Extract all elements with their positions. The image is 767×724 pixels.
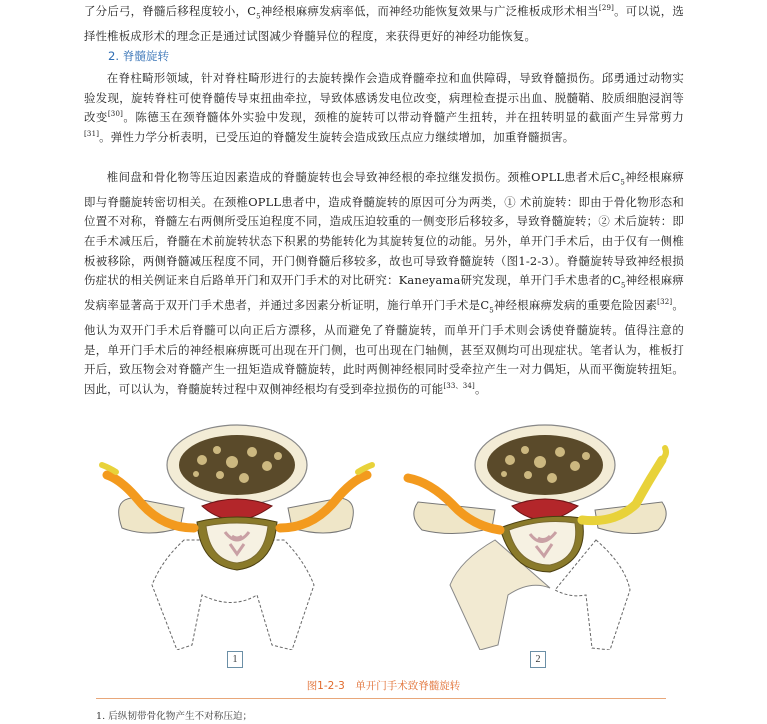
section-heading: 2. 脊髓旋转: [108, 49, 170, 63]
citation-31: [31]: [84, 129, 100, 138]
right-nerve-root-tip: [662, 448, 666, 460]
right-nerve-root-inner: [358, 465, 372, 472]
citation-29: [29]: [598, 4, 615, 13]
paragraph-top: 了分后弓，脊髓后移程度较小，$C_5$神经根麻痹发病率低，而神经功能恢复效果与广泛椎板成形术相当[29]。可以说，选择性椎板成形术的理念正是通过试图减少脊髓异位的程度，来获得更好的神经功能恢复。: [84, 4, 685, 43]
paragraph-opll-rotation: 椎间盘和骨化物等压迫因素造成的脊髓旋转也会导致神经根的牵拉继发损伤。颈椎OPLL患者术后$C_5$神经根麻痹即与脊髓旋转密切相关。在颈椎OPLL患者中，造成脊髓旋转的原因可分为两类，① 术前旋转：即由于骨化物形态和位置不对称，脊髓左右两侧所受压迫程度不同，造成压迫较重的一侧变形后移较多，导致脊髓旋转；② 术后旋转：即在手术减压后，脊髓在术前旋转状态下积累的势能转化为其旋转复位的动能。另外，单开门手术后，由于仅有一侧椎板被移除，两侧脊髓减压程度不同，开门侧脊髓后移较多，故也可导致脊髓旋转（图1-2-3）。脊髓旋转导致神经根损伤症状的相关例证来自后路单开门和双开门手术的对比研究：Kaneyama研究发现，单开门手术患者的$C_5$神经根麻痹发病率显著高于双开门手术患者，并通过多因素分析证明，施行单开门手术是$C_5$神经根麻痹发病的重要危险因素[32]。他认为双开门手术后脊髓可以向正后方漂移，从而避免了脊髓旋转，而单开门手术则会诱使脊髓旋转。值得注意的是，单开门手术后的神经根麻痹既可出现在开门侧，也可出现在门轴侧，甚至双侧均可出现症状。笔者认为，椎板打开后，致压物会对脊髓产生一扭矩造成脊髓旋转，此时两侧神经根同时受牵拉产生一对力偶矩，从而平衡旋转扭矩。因此，可以认为，脊髓旋转过程中双侧神经根均有受到牵拉损伤的可能[33、34]。: [84, 170, 685, 396]
figure-panel-2: [400, 420, 690, 650]
figure-caption: 图1-2-3 单开门手术致脊髓旋转: [306, 680, 461, 692]
footnote: 1. 后纵韧带骨化物产生不对称压迫；: [96, 711, 253, 722]
citation-30: [30]: [107, 110, 124, 119]
figure-panel-1: [92, 420, 382, 650]
citation-33-34: [33、34]: [443, 381, 475, 390]
paragraph-spinal-rotation: 在脊柱畸形领域，针对脊柱畸形进行的去旋转操作会造成脊髓牵拉和血供障碍，导致脊髓损伤。邱勇通过动物实验发现，旋转脊柱可使脊髓传导束扭曲牵拉，导致体感诱发电位改变，病理检查提示出血、脱髓鞘、胶质细胞浸润等改变[30]。陈德玉在颈脊髓体外实验中发现，颈椎的旋转可以带动脊髓产生扭转，并在扭转明显的截面产生异常剪力[31]。弹性力学分析表明，已受压迫的脊髓发生旋转会造成致压点应力继续增加，加重脊髓损害。: [84, 71, 684, 144]
caption-divider: [96, 698, 666, 699]
left-nerve-root-inner: [102, 465, 116, 472]
citation-32: [32]: [657, 298, 673, 307]
figure-panel-2-label: 2: [530, 651, 546, 668]
figure-panel-1-label: 1: [227, 651, 243, 668]
